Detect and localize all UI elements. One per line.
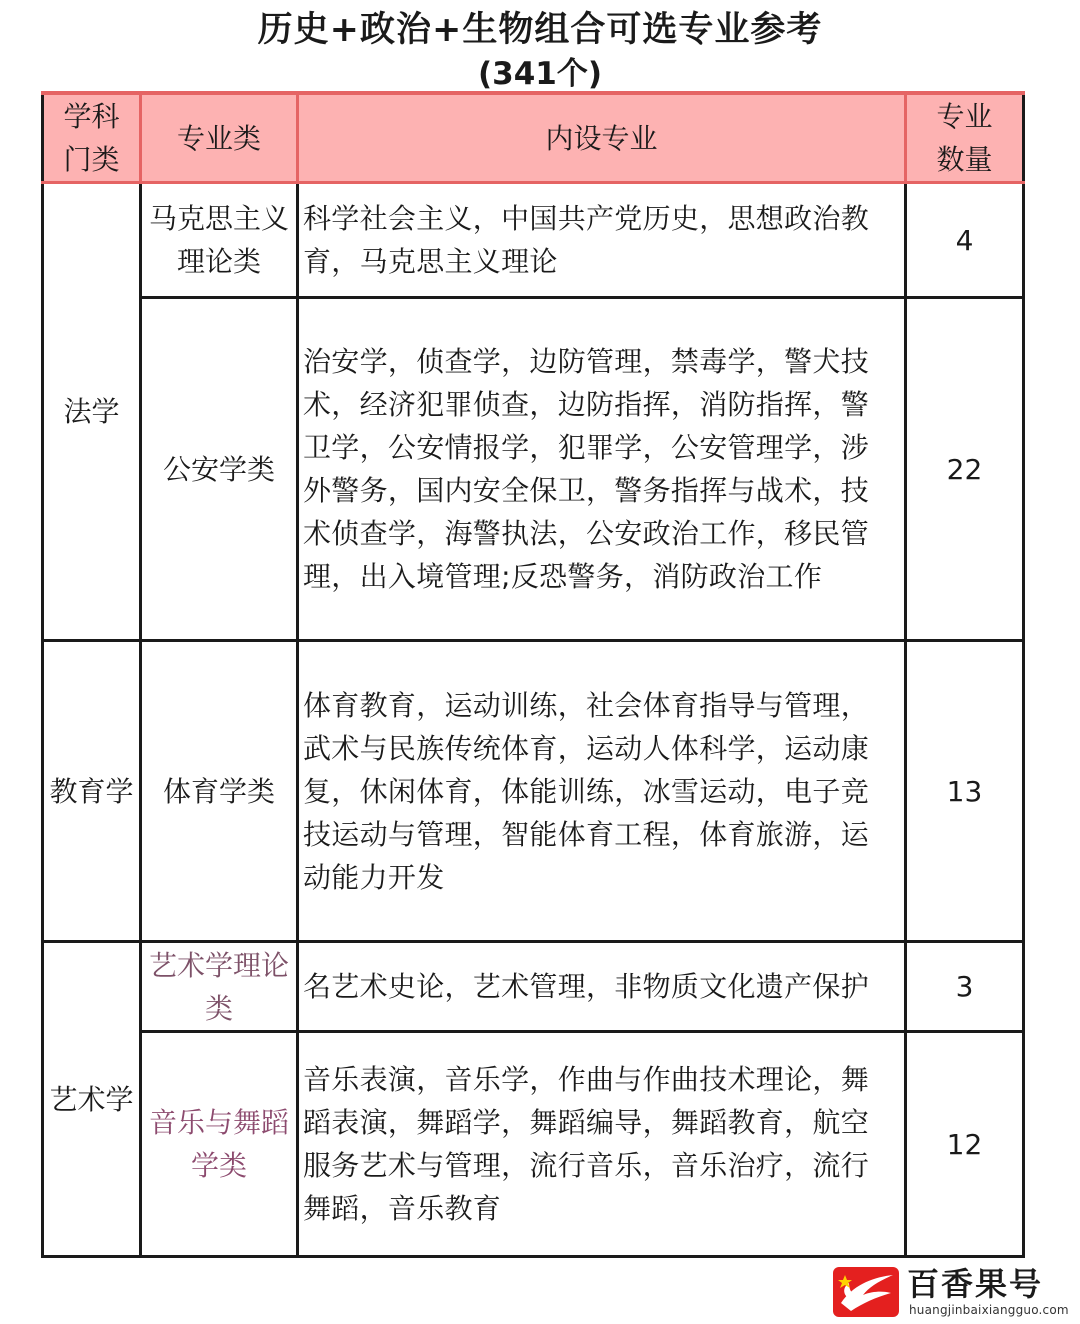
header-majors: 内设专业 (298, 93, 906, 183)
watermark-logo (833, 1263, 1073, 1321)
majors-cell: 科学社会主义，中国共产党历史，思想政治教育，马克思主义理论 (298, 183, 906, 298)
bird-logo-icon (833, 1267, 899, 1317)
discipline-cell: 艺术学 (43, 942, 141, 1257)
header-category: 专业类 (141, 93, 298, 183)
count-cell: 13 (906, 641, 1024, 942)
category-cell: 音乐与舞蹈学类 (141, 1032, 298, 1257)
category-cell: 艺术学理论类 (141, 942, 298, 1032)
category-cell: 体育学类 (141, 641, 298, 942)
count-cell: 22 (906, 298, 1024, 641)
header-discipline: 学科门类 (43, 93, 141, 183)
table-row (43, 1032, 1024, 1257)
table-row (43, 641, 1024, 942)
watermark-name: 百香果号 (907, 1265, 1044, 1303)
header-count: 专业数量 (906, 93, 1024, 183)
table-header-row (43, 93, 1024, 183)
category-cell: 公安学类 (141, 298, 298, 641)
majors-cell: 体育教育，运动训练，社会体育指导与管理，武术与民族传统体育，运动人体科学，运动康复，休闲体育，体能训练，冰雪运动，电子竞技运动与管理，智能体育工程，体育旅游，运动能力开发 (298, 641, 906, 942)
count-cell: 4 (906, 183, 1024, 298)
discipline-cell: 教育学 (43, 641, 141, 942)
count-cell: 12 (906, 1032, 1024, 1257)
category-cell: 马克思主义理论类 (141, 183, 298, 298)
table-row (43, 298, 1024, 641)
majors-cell: 名艺术史论，艺术管理，非物质文化遗产保护 (298, 942, 906, 1032)
discipline-cell: 法学 (43, 183, 141, 641)
table-row (43, 942, 1024, 1032)
watermark-url: huangjinbaixiangguo.com (909, 1303, 1069, 1317)
page-title: 历史+政治+生物组合可选专业参考 (257, 10, 823, 50)
page-subtitle: (341个) (477, 56, 603, 90)
count-cell: 3 (906, 942, 1024, 1032)
majors-cell: 音乐表演，音乐学，作曲与作曲技术理论，舞蹈表演，舞蹈学，舞蹈编导，舞蹈教育，航空服务艺术与管理，流行音乐，音乐治疗，流行舞蹈，音乐教育 (298, 1032, 906, 1257)
majors-cell: 治安学，侦查学，边防管理，禁毒学，警犬技术，经济犯罪侦查，边防指挥，消防指挥，警卫学，公安情报学，犯罪学，公安管理学，涉外警务，国内安全保卫，警务指挥与战术，技术侦查学，海警执法，公安政治工作，移民管理，出入境管理;反恐警务，消防政治工作 (298, 298, 906, 641)
table-row (43, 183, 1024, 298)
majors-table (41, 91, 1025, 1258)
